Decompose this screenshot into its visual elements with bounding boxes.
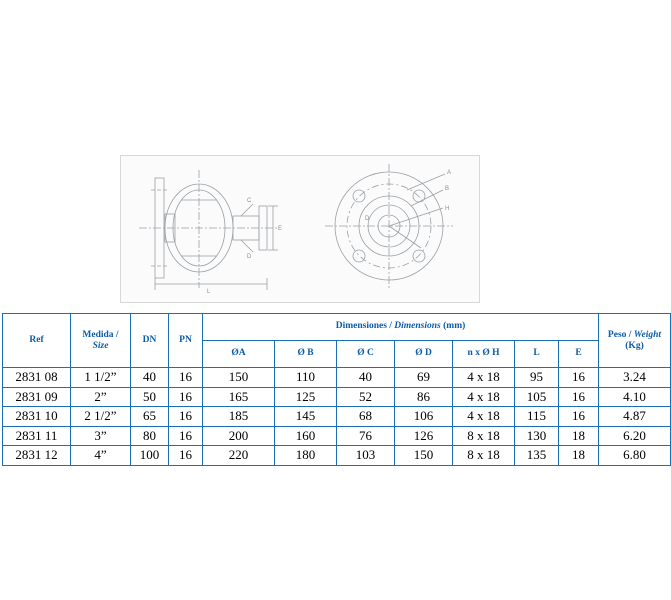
table-row — [3, 387, 671, 407]
header-dia-d: Ø D — [395, 341, 453, 368]
cell-l: 105 — [515, 387, 559, 407]
cell-weight: 4.10 — [599, 387, 671, 407]
cell-pn: 16 — [169, 368, 203, 388]
header-pn: PN — [169, 314, 203, 368]
bolt-hole — [413, 250, 425, 262]
cell-b: 125 — [275, 387, 337, 407]
header-size — [71, 314, 131, 368]
cell-h: 4 x 18 — [453, 387, 515, 407]
cell-b: 145 — [275, 407, 337, 427]
cell-c: 40 — [337, 368, 395, 388]
cell-c: 52 — [337, 387, 395, 407]
cell-a: 220 — [203, 446, 275, 466]
technical-drawing — [120, 155, 480, 303]
bolt-hole — [353, 250, 365, 262]
cell-pn: 16 — [169, 407, 203, 427]
cell-b: 110 — [275, 368, 337, 388]
dim-label-B: B — [445, 186, 450, 192]
header-dia-b: Ø B — [275, 341, 337, 368]
dim-label-A: A — [447, 170, 452, 176]
header-ref: Ref — [3, 314, 71, 368]
cell-l: 115 — [515, 407, 559, 427]
cell-h: 8 x 18 — [453, 446, 515, 466]
header-dn: DN — [131, 314, 169, 368]
cell-e: 16 — [559, 407, 599, 427]
cell-b: 160 — [275, 426, 337, 446]
table-row — [3, 426, 671, 446]
leader-H — [389, 208, 443, 226]
leader-A — [407, 174, 445, 190]
cell-d: 86 — [395, 387, 453, 407]
table-body — [3, 368, 671, 466]
cell-h: 8 x 18 — [453, 426, 515, 446]
cell-size: 2” — [71, 387, 131, 407]
header-dia-a: ØA — [203, 341, 275, 368]
table-row — [3, 368, 671, 388]
cell-dn: 100 — [131, 446, 169, 466]
cell-size: 1 1/2” — [71, 368, 131, 388]
cell-e: 18 — [559, 426, 599, 446]
header-thickness-e: E — [559, 341, 599, 368]
cell-b: 180 — [275, 446, 337, 466]
cell-a: 165 — [203, 387, 275, 407]
dim-label-E: E — [278, 226, 283, 232]
header-size-line1: Medida / — [82, 329, 119, 340]
specification-table-wrapper — [2, 313, 662, 466]
cell-a: 150 — [203, 368, 275, 388]
cell-h: 4 x 18 — [453, 368, 515, 388]
cell-d: 126 — [395, 426, 453, 446]
cell-c: 76 — [337, 426, 395, 446]
cell-ref: 2831 08 — [3, 368, 71, 388]
table-row — [3, 407, 671, 427]
cell-size: 2 1/2” — [71, 407, 131, 427]
table-header — [3, 314, 671, 368]
dim-label-D: D — [247, 254, 252, 260]
cell-l: 135 — [515, 446, 559, 466]
header-size-line2: Size — [92, 340, 109, 351]
cell-h: 4 x 18 — [453, 407, 515, 427]
cell-e: 16 — [559, 387, 599, 407]
cell-d: 106 — [395, 407, 453, 427]
bolt-hole — [353, 190, 365, 202]
cell-dn: 65 — [131, 407, 169, 427]
cell-ref: 2831 10 — [3, 407, 71, 427]
header-weight-en: Weight — [633, 329, 662, 340]
cell-size: 4” — [71, 446, 131, 466]
dim-label-H: H — [445, 206, 450, 212]
header-weight-es: Peso / — [607, 329, 634, 340]
header-length-l: L — [515, 341, 559, 368]
cell-pn: 16 — [169, 387, 203, 407]
header-weight-units: (Kg) — [625, 340, 644, 351]
cell-d: 150 — [395, 446, 453, 466]
dim-label-L: L — [207, 289, 211, 295]
specification-table — [2, 313, 671, 466]
header-row-group — [3, 314, 671, 341]
header-dimensions-units: (mm) — [440, 321, 466, 332]
cell-dn: 80 — [131, 426, 169, 446]
cell-ref: 2831 09 — [3, 387, 71, 407]
cell-e: 18 — [559, 446, 599, 466]
header-weight — [599, 314, 671, 368]
cell-c: 103 — [337, 446, 395, 466]
cell-ref: 2831 12 — [3, 446, 71, 466]
header-dimensions-en: Dimensions — [394, 321, 441, 332]
cell-dn: 50 — [131, 387, 169, 407]
cell-l: 95 — [515, 368, 559, 388]
cell-dn: 40 — [131, 368, 169, 388]
table-row — [3, 446, 671, 466]
header-dimensions-es: Dimensiones / — [335, 321, 395, 332]
header-dia-c: Ø C — [337, 341, 395, 368]
cell-ref: 2831 11 — [3, 426, 71, 446]
drawing-svg — [121, 156, 479, 302]
cell-a: 185 — [203, 407, 275, 427]
cell-pn: 16 — [169, 446, 203, 466]
cell-weight: 6.20 — [599, 426, 671, 446]
cell-pn: 16 — [169, 426, 203, 446]
cell-l: 130 — [515, 426, 559, 446]
header-bolts-h: n x Ø H — [453, 341, 515, 368]
cell-weight: 3.24 — [599, 368, 671, 388]
dim-label-center: D — [365, 216, 370, 222]
cell-d: 69 — [395, 368, 453, 388]
cell-a: 200 — [203, 426, 275, 446]
cell-c: 68 — [337, 407, 395, 427]
cell-weight: 6.80 — [599, 446, 671, 466]
cell-weight: 4.87 — [599, 407, 671, 427]
header-dimensions-group — [203, 314, 599, 341]
cell-size: 3” — [71, 426, 131, 446]
cell-e: 16 — [559, 368, 599, 388]
dim-label-C: C — [247, 198, 252, 204]
